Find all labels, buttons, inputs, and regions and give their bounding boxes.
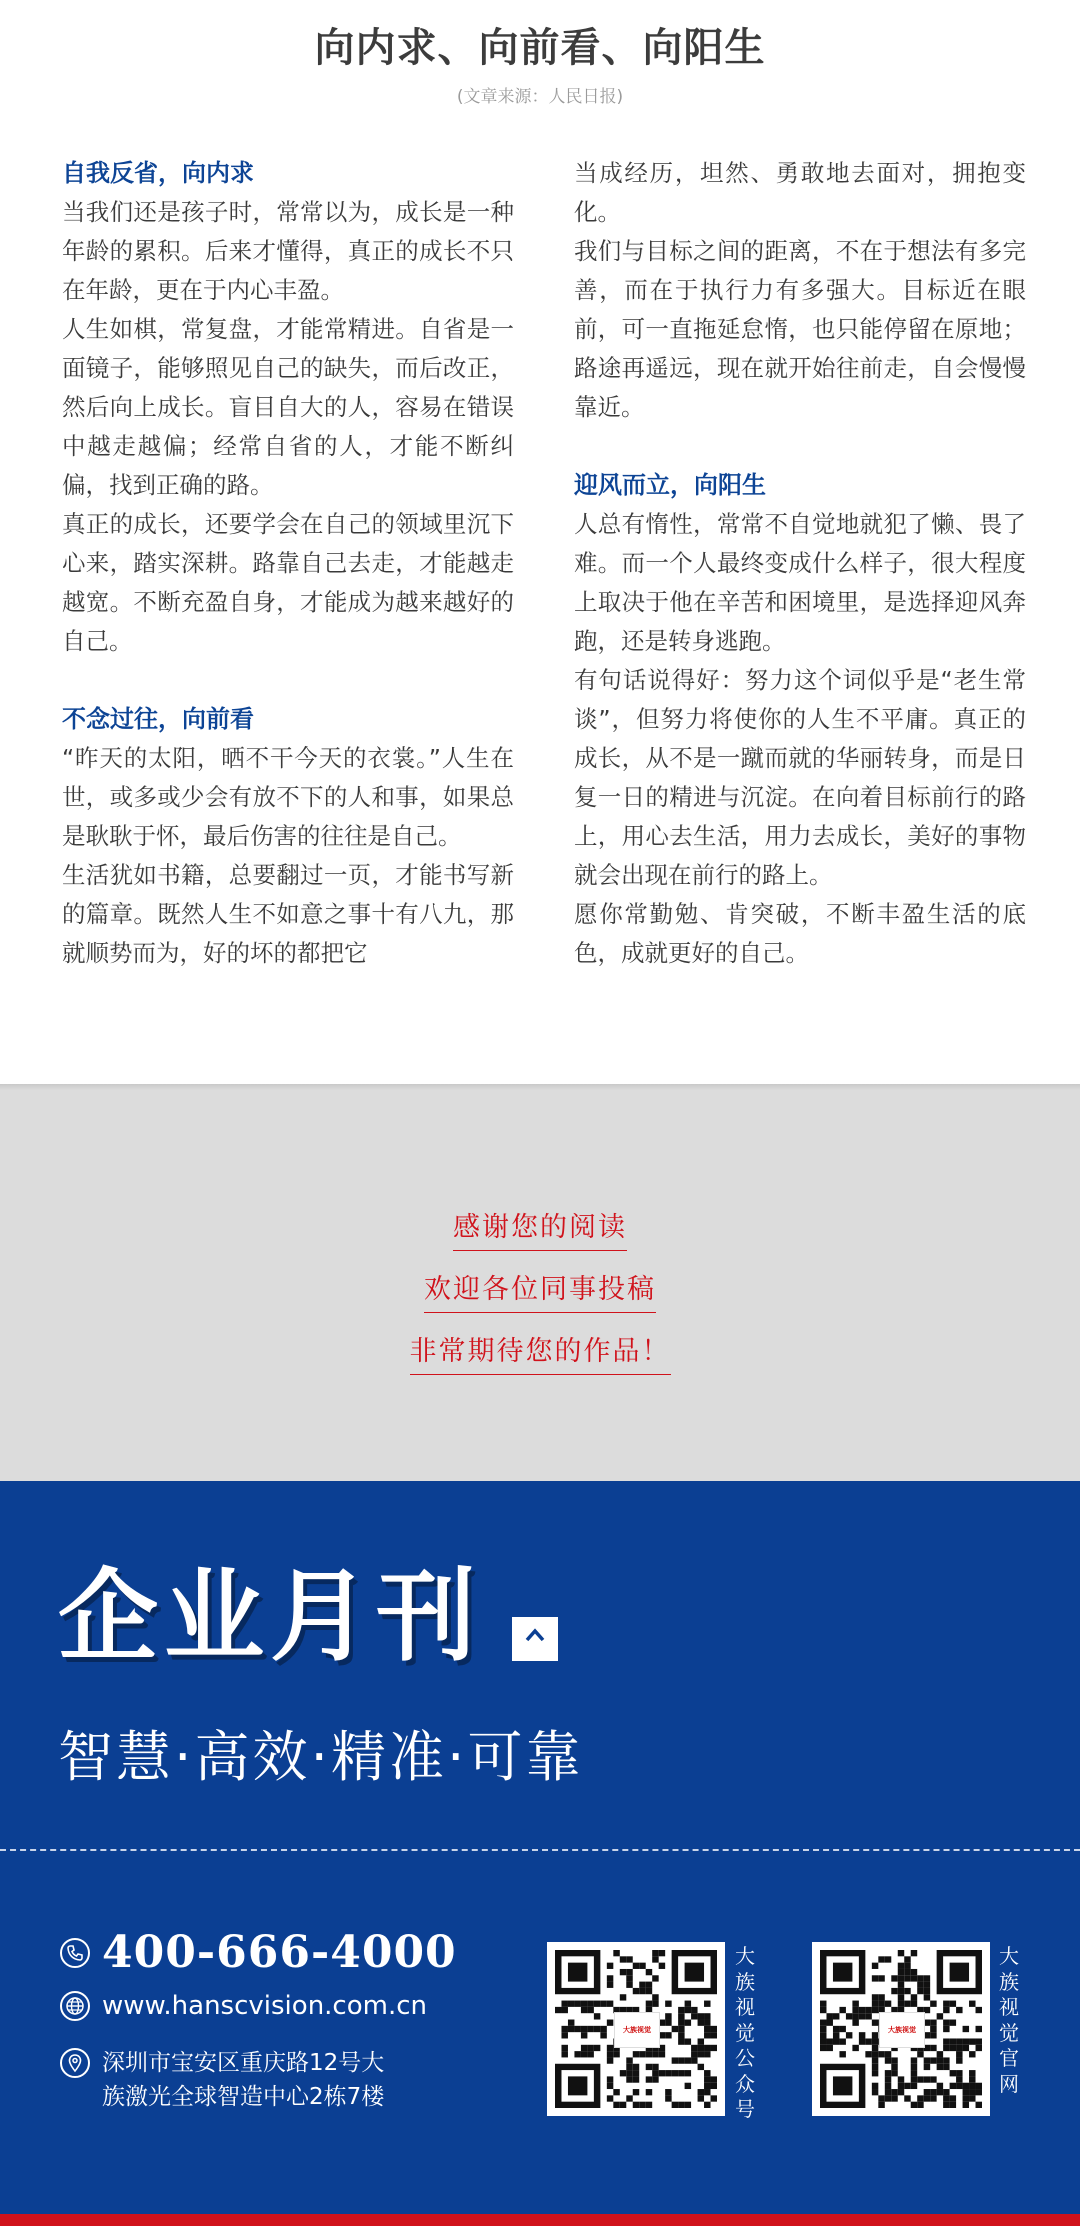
article-left-column	[62, 154, 514, 973]
tagline: 智慧·高效·精准·可靠	[58, 1725, 584, 1789]
globe-icon	[60, 1991, 90, 2021]
phone-number: 400-666-4000	[102, 1927, 457, 1978]
dashed-divider	[0, 1849, 1080, 1851]
paragraph: 愿你常勤勉、肯突破，不断丰盈生活的底色，成就更好的自己。	[574, 900, 1026, 967]
paragraph: 我们与目标之间的距离，不在于想法有多完善，而在于执行力有多强大。目标近在眼前，可一直拖延怠惰，也只能停留在原地；路途再遥远，现在就开始往前走，自会慢慢靠近。	[574, 237, 1026, 421]
qr-logo: 大族视觉	[614, 2012, 660, 2048]
section-heading-2: 不念过往，向前看	[62, 705, 254, 733]
qr-logo: 大族视觉	[879, 2012, 925, 2048]
thanks-section	[0, 1090, 1080, 1481]
paragraph: 当我们还是孩子时，常常以为，成长是一种年龄的累积。后来才懂得，真正的成长不只在年龄，更在于内心丰盈。	[62, 198, 514, 304]
qr-code-website[interactable]	[812, 1942, 990, 2116]
address-text: 深圳市宝安区重庆路12号大 族激光全球智造中心2栋7楼	[102, 2050, 385, 2110]
paragraph: 当成经历，坦然、勇敢地去面对，拥抱变化。	[574, 159, 1026, 226]
chevron-up-icon	[512, 1617, 558, 1661]
section-heading-3: 迎风而立，向阳生	[574, 471, 766, 499]
paragraph: 人生如棋，常复盘，才能常精进。自省是一面镜子，能够照见自己的缺失，而后改正，然后向上成长。盲目自大的人，容易在错误中越走越偏；经常自省的人，才能不断纠偏，找到正确的路。	[62, 315, 514, 499]
thanks-line-1: 感谢您的阅读	[0, 1205, 1080, 1251]
article-right-column	[574, 154, 1026, 973]
article-title: 向内求、向前看、向阳生	[314, 25, 766, 71]
footer	[0, 1481, 1080, 2214]
location-pin-icon	[60, 2048, 90, 2078]
qr-code-wechat[interactable]	[547, 1942, 725, 2116]
article-source: (文章来源：人民日报)	[456, 87, 624, 107]
paragraph: 真正的成长，还要学会在自己的领域里沉下心来，踏实深耕。路靠自己去走，才能越走越宽。不断充盈自身，才能成为越来越好的自己。	[62, 510, 514, 655]
section-heading-1: 自我反省，向内求	[62, 159, 254, 187]
paragraph: 有句话说得好：努力这个词似乎是“老生常谈”，但努力将使你的人生不平庸。真正的成长，从不是一蹴而就的华丽转身，而是日复一日的精进与沉淀。在向着目标前行的路上，用心去生活，用力去成长，美好的事物就会出现在前行的路上。	[574, 666, 1026, 889]
thanks-line-3: 非常期待您的作品！	[0, 1329, 1080, 1375]
website-url: www.hanscvision.com.cn	[102, 1991, 427, 2021]
thanks-line-2: 欢迎各位同事投稿	[0, 1267, 1080, 1313]
article	[0, 0, 1080, 1084]
paragraph: “昨天的太阳，晒不干今天的衣裳。”人生在世，或多或少会有放不下的人和事，如果总是耿耿于怀，最后伤害的往往是自己。	[62, 744, 514, 850]
qr-label-wechat: 大族视觉公众号	[735, 1944, 755, 2121]
address-row	[60, 2046, 384, 2114]
phone-row[interactable]	[60, 1927, 457, 1978]
paragraph: 生活犹如书籍，总要翻过一页，才能书写新的篇章。既然人生不如意之事十有八九，那就顺势而为，好的坏的都把它	[62, 861, 514, 967]
website-row[interactable]	[60, 1991, 427, 2021]
phone-icon	[60, 1938, 90, 1968]
brand-title: 企业月刊	[58, 1558, 482, 1675]
paragraph: 人总有惰性，常常不自觉地就犯了懒、畏了难。而一个人最终变成什么样子，很大程度上取决于他在辛苦和困境里，是选择迎风奔跑，还是转身逃跑。	[574, 510, 1026, 655]
qr-label-website: 大族视觉官网	[999, 1944, 1019, 2096]
bottom-accent-bar	[0, 2214, 1080, 2226]
